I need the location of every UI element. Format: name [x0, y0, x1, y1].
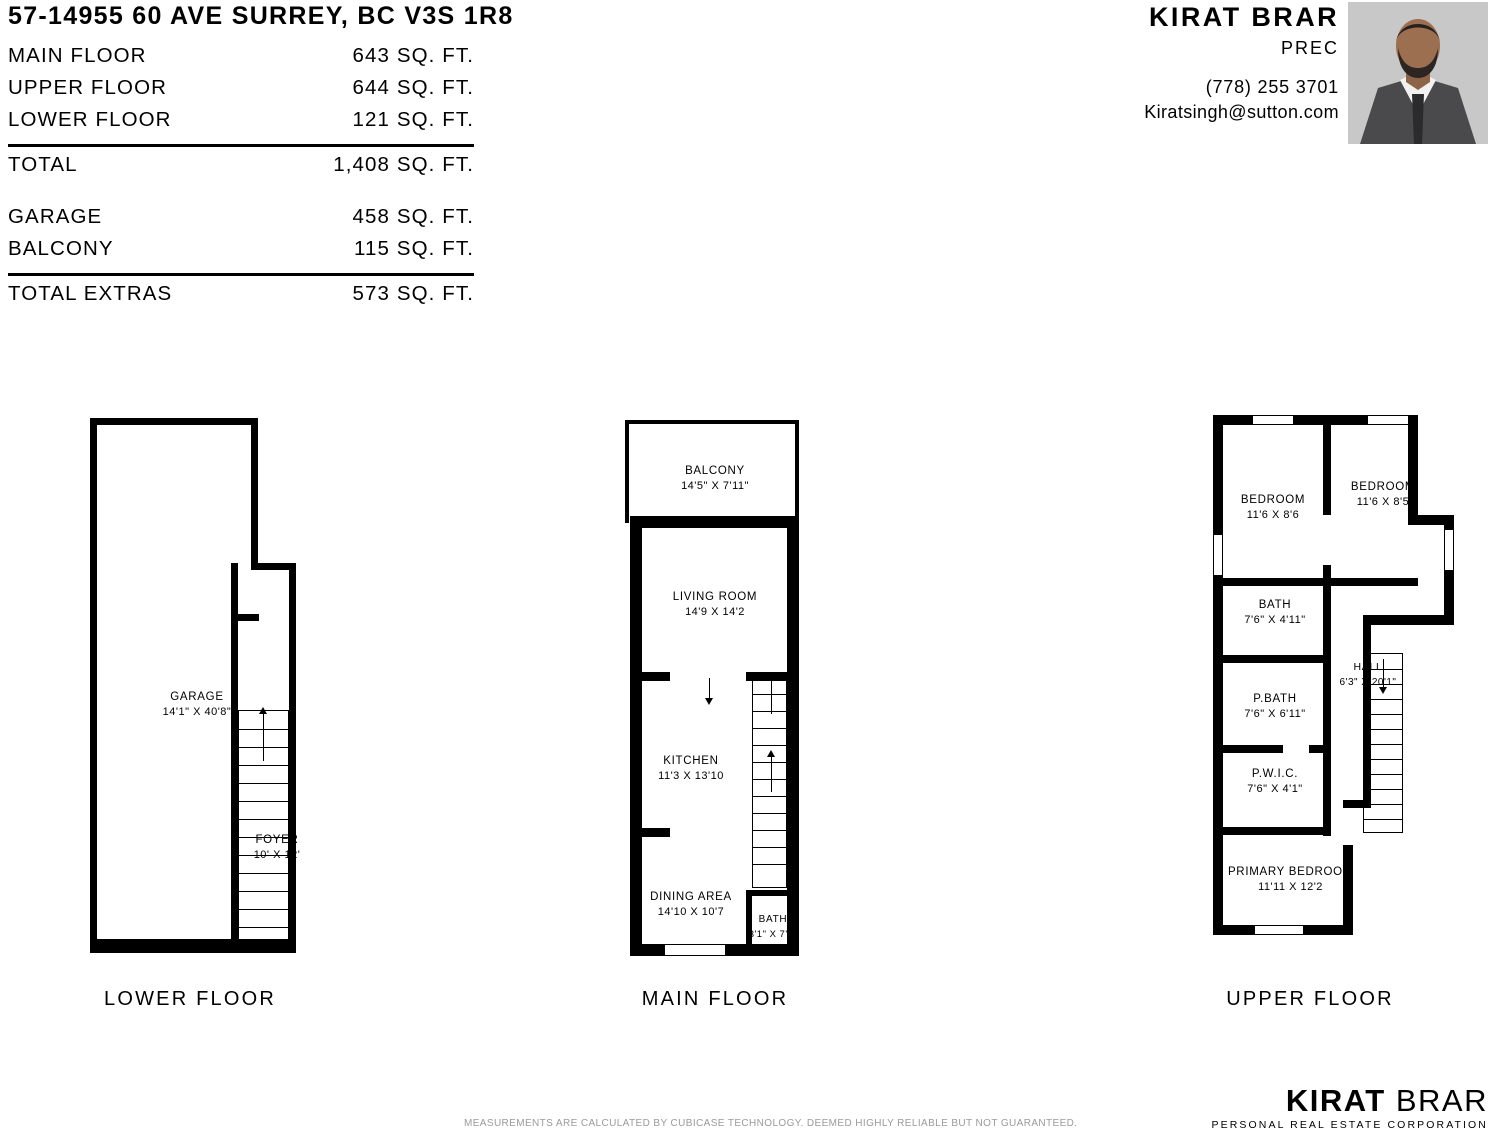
stair-direction-arrow — [263, 713, 264, 761]
wall — [1323, 578, 1418, 586]
room-label-dining-area: DINING AREA 14'10 X 10'7 — [650, 891, 732, 918]
wall — [1213, 578, 1331, 586]
wall — [795, 420, 799, 523]
wall — [231, 614, 238, 944]
wall — [231, 916, 238, 946]
room-label-bedroom-1: BEDROOM 11'6 X 8'6 — [1240, 494, 1306, 521]
divider — [8, 144, 474, 147]
footer-logo-text — [1212, 1084, 1488, 1118]
table-row — [8, 108, 474, 140]
footer-logo-light: BRAR — [1385, 1083, 1488, 1118]
room-label-bedroom-2: BEDROOM 11'6 X 8'5 — [1350, 481, 1416, 508]
wall — [1363, 615, 1453, 625]
wall — [625, 420, 799, 424]
room-label-p-bath: P.BATH 7'6" X 6'11" — [1244, 693, 1306, 720]
staircase — [752, 676, 787, 888]
caption-main-floor: MAIN FLOOR — [641, 988, 789, 1010]
area-label: LOWER FLOOR — [8, 108, 172, 131]
wall — [1323, 586, 1331, 836]
wall — [1213, 745, 1283, 753]
agent-name: KIRAT BRAR — [1149, 2, 1339, 32]
wall — [630, 828, 670, 837]
stair-direction-arrow-head — [767, 750, 775, 757]
table-row — [8, 76, 474, 108]
extras-total-value: 573 SQ. FT. — [352, 282, 474, 305]
room-label-bath: BATH 3'1" X 7'1" — [748, 914, 798, 940]
caption-upper-floor: UPPER FLOOR — [1226, 988, 1394, 1010]
footer-logo-subtitle: PERSONAL REAL ESTATE CORPORATION — [1211, 1119, 1488, 1131]
stair-direction-arrow — [771, 678, 772, 714]
table-row — [8, 44, 474, 76]
table-row-extras-total — [8, 282, 474, 314]
area-label: BALCONY — [8, 237, 114, 260]
table-row-total — [8, 153, 474, 185]
table-row — [8, 237, 474, 269]
window — [1368, 415, 1408, 425]
wall — [90, 418, 97, 953]
room-label-kitchen: KITCHEN 11'3 X 13'10 — [658, 755, 724, 782]
area-value: 458 SQ. FT. — [352, 205, 474, 228]
stair-direction-arrow-head — [705, 698, 713, 705]
window — [1253, 415, 1293, 425]
spacer — [8, 185, 474, 205]
room-label-p-wic: P.W.I.C. 7'6" X 4'1" — [1247, 768, 1303, 795]
wall — [251, 418, 258, 570]
area-label: UPPER FLOOR — [8, 76, 168, 99]
wall — [1323, 415, 1331, 515]
table-row — [8, 205, 474, 237]
window — [1444, 530, 1454, 570]
room-label-primary-bedroom: PRIMARY BEDROOM 11'11 X 12'2 — [1227, 866, 1354, 893]
window — [1213, 535, 1223, 575]
room-label-foyer: FOYER 10' X 12' — [253, 834, 301, 861]
wall — [630, 672, 670, 681]
avatar — [1348, 2, 1488, 144]
wall — [746, 890, 799, 896]
wall — [1213, 827, 1331, 835]
footer-logo-bold: KIRAT — [1285, 1083, 1386, 1118]
room-label-hall: HALL 6'3" X 20'1" — [1339, 661, 1397, 688]
total-label: TOTAL — [8, 153, 78, 176]
room-label-balcony: BALCONY 14'5" X 7'11" — [681, 465, 749, 492]
agent-headshot-icon — [1348, 2, 1488, 144]
agent-email[interactable]: Kiratsingh@sutton.com — [1144, 102, 1339, 122]
total-value: 1,408 SQ. FT. — [333, 153, 474, 176]
room-label-garage: GARAGE 14'1" X 40'8" — [162, 691, 232, 718]
stair-direction-arrow-head — [767, 672, 775, 679]
page-title: 57-14955 60 AVE SURREY, BC V3S 1R8 — [8, 2, 514, 30]
wall — [1309, 745, 1331, 753]
floorplan-lower — [90, 418, 301, 953]
window — [665, 944, 725, 956]
wall — [630, 516, 799, 528]
agent-contact-block — [919, 0, 1339, 123]
area-value: 644 SQ. FT. — [352, 76, 474, 99]
divider — [8, 273, 474, 276]
footer-logo — [1212, 1084, 1488, 1131]
floorplan-upper — [1213, 415, 1458, 970]
area-value: 115 SQ. FT. — [354, 237, 474, 260]
area-label: MAIN FLOOR — [8, 44, 147, 67]
caption-lower-floor: LOWER FLOOR — [104, 988, 276, 1010]
wall — [1213, 655, 1331, 663]
agent-phone[interactable]: (778) 255 3701 — [1205, 77, 1339, 97]
room-label-living-room: LIVING ROOM 14'9 X 14'2 — [672, 591, 758, 618]
area-value: 121 SQ. FT. — [352, 108, 474, 131]
area-summary-table — [8, 44, 474, 314]
extras-total-label: TOTAL EXTRAS — [8, 282, 173, 305]
area-value: 643 SQ. FT. — [352, 44, 474, 67]
agent-title: PREC — [1280, 38, 1339, 58]
room-label-bath: BATH 7'6" X 4'11" — [1244, 599, 1306, 626]
wall — [625, 420, 629, 523]
disclaimer-text: MEASUREMENTS ARE CALCULATED BY CUBICASE TECHNOLOGY. DEEMED HIGHLY RELIABLE BUT NOT GUARANTEED. — [464, 1118, 1078, 1129]
stair-direction-arrow — [771, 756, 772, 792]
floorplan-main — [625, 420, 805, 965]
window — [1255, 925, 1303, 935]
wall — [90, 418, 258, 425]
wall — [289, 563, 296, 953]
area-label: GARAGE — [8, 205, 103, 228]
